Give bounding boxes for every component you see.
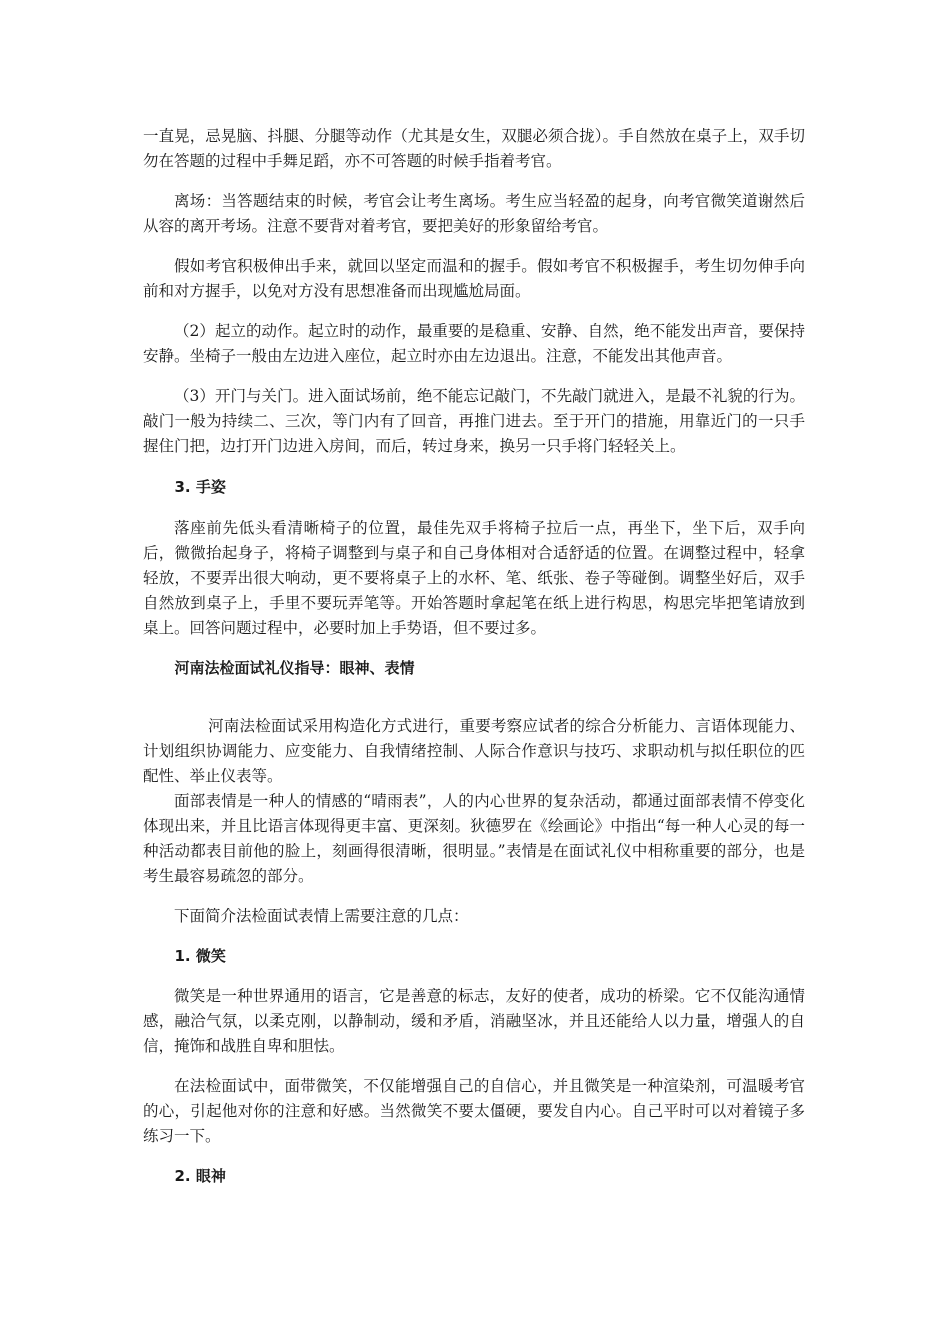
heading-hand-gesture: 3. 手姿 [174,478,226,496]
document-page [143,124,805,1189]
heading-eyes: 2. 眼神 [174,1167,226,1185]
heading-eye-expression: 河南法检面试礼仪指导：眼神、表情 [174,659,415,677]
paragraph-smile-interview: 在法检面试中，面带微笑，不仅能增强自己的自信心，并且微笑是一种渲染剂，可温暖考官的心，引起他对你的注意和好感。当然微笑不要太僵硬，要发自内心。自己平时可以对着镜子多练习一下。 [143,1077,805,1145]
paragraph-posture-legs: 一直晃，忌晃脑、抖腿、分腿等动作（尤其是女生，双腿必须合拢）。手自然放在桌子上，双手切勿在答题的过程中手舞足蹈，亦不可答题的时候手指着考官。 [143,127,805,170]
paragraph-handshake: 假如考官积极伸出手来，就回以坚定而温和的握手。假如考官不积极握手，考生切勿伸手向前和对方握手，以免对方没有思想准备而出现尴尬局面。 [143,257,805,300]
paragraph-hand-gesture: 落座前先低头看清晰椅子的位置，最佳先双手将椅子拉后一点，再坐下，坐下后，双手向后，微微抬起身子，将椅子调整到与桌子和自己身体相对合适舒适的位置。在调整过程中，轻拿轻放，不要弄出很大响动，更不要将桌子上的水杯、笔、纸张、卷子等碰倒。调整坐好后，双手自然放到桌子上，手里不要玩弄笔等。开始答题时拿起笔在纸上进行构思，构思完毕把笔请放到桌上。回答问题过程中，必要时加上手势语，但不要过多。 [143,519,805,637]
paragraph-smile: 微笑是一种世界通用的语言，它是善意的标志，友好的使者，成功的桥梁。它不仅能沟通情感，融洽气氛，以柔克刚，以静制动，缓和矛盾，消融坚冰，并且还能给人以力量，增强人的自信，掩饰和战胜自卑和胆怯。 [143,987,805,1055]
paragraph-interview-format: 河南法检面试采用构造化方式进行，重要考察应试者的综合分析能力、言语体现能力、计划组织协调能力、应变能力、自我情绪控制、人际合作意识与技巧、求职动机与拟任职位的匹配性、举止仪表等。 [143,717,805,785]
paragraph-standing-up: （2）起立的动作。起立时的动作，最重要的是稳重、安静、自然，绝不能发出声音，要保持安静。坐椅子一般由左边进入座位，起立时亦由左边退出。注意，不能发出其他声音。 [143,322,805,365]
paragraph-intro-points: 下面简介法检面试表情上需要注意的几点： [174,907,469,925]
paragraph-door: （3）开门与关门。进入面试场前，绝不能忘记敲门，不先敲门就进入，是最不礼貌的行为。敲门一般为持续二、三次，等门内有了回音，再推门进去。至于开门的措施，用靠近门的一只手握住门把，边打开门边进入房间，而后，转过身来，换另一只手将门轻轻关上。 [143,387,805,455]
heading-smile: 1. 微笑 [174,947,226,965]
paragraph-facial-expression: 面部表情是一种人的情感的“晴雨表”，人的内心世界的复杂活动，都通过面部表情不停变化体现出来，并且比语言体现得更丰富、更深刻。狄德罗在《绘画论》中指出“每一种人心灵的每一种活动都表目前他的脸上，刻画得很清晰，很明显。”表情是在面试礼仪中相称重要的部分，也是考生最容易疏忽的部分。 [143,792,805,885]
paragraph-leaving: 离场：当答题结束的时候，考官会让考生离场。考生应当轻盈的起身，向考官微笑道谢然后从容的离开考场。注意不要背对着考官，要把美好的形象留给考官。 [143,192,805,235]
